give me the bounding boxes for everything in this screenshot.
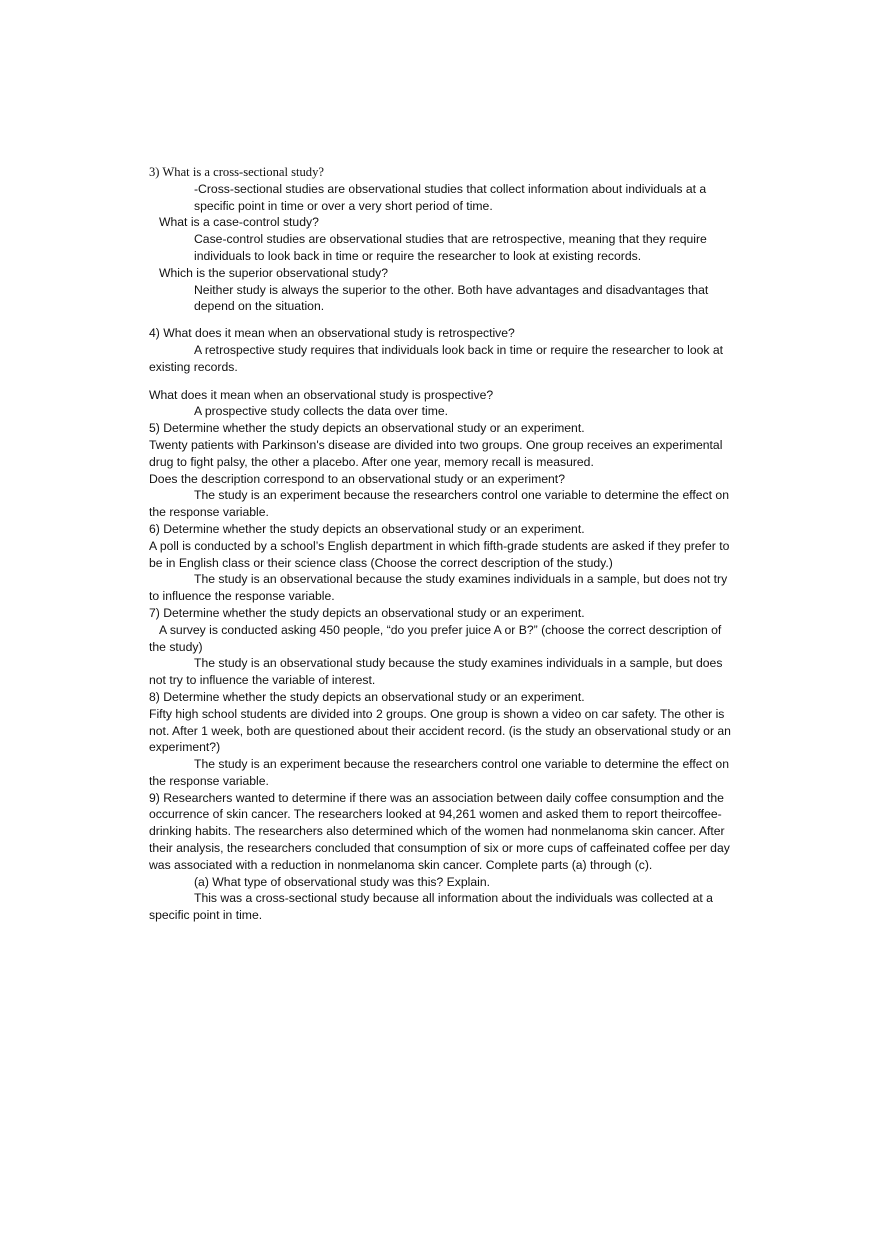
q6-question: 6) Determine whether the study depicts an observational study or an experiment. <box>149 521 585 536</box>
q3-sub1-answer: Case-control studies are observational studies that are retrospective, meaning that they require individuals to look back in time or require the researcher to look at existing records. <box>194 232 707 263</box>
q4-question: 4) What does it mean when an observational study is retrospective? <box>149 326 515 341</box>
q9-question: 9) Researchers wanted to determine if there was an association between daily coffee consumption and the occurrence of skin cancer. The researchers looked at 94,261 women and asked them to report theircoffee-drinking habits. The researchers also determined which of the women had nonmelanoma skin cancer. After their analysis, the researchers concluded that consumption of six or more cups of caffeinated coffee per day was associated with a reduction in nonmelanoma skin cancer. Complete parts (a) through (c). <box>149 790 730 872</box>
q5-answer: The study is an experiment because the researchers control one variable to determine the effect on the response variable. <box>149 488 729 520</box>
q5-prompt: Does the description correspond to an observational study or an experiment? <box>149 471 565 486</box>
q3-sub1-question: What is a case-control study? <box>159 215 319 230</box>
document-body <box>149 164 739 924</box>
q9-part-a: (a) What type of observational study was this? Explain. <box>194 874 491 889</box>
q7-description: A survey is conducted asking 450 people, “do you prefer juice A or B?” (choose the correct description of the study) <box>149 622 722 654</box>
q4-sub-question: What does it mean when an observational study is prospective? <box>149 387 494 402</box>
q5-description: Twenty patients with Parkinson's disease are divided into two groups. One group receives an experimental drug to fight palsy, the other a placebo. After one year, memory recall is measured. <box>149 437 723 469</box>
q4-answer: A retrospective study requires that individuals look back in time or require the researcher to look at existing records. <box>149 342 724 374</box>
q3-sub2-answer: Neither study is always the superior to the other. Both have advantages and disadvantages that depend on the situation. <box>194 282 709 314</box>
q6-description: A poll is conducted by a school’s English department in which fifth-grade students are asked if they prefer to be in English class or their science class (Choose the correct description of the study.) <box>149 538 730 570</box>
q8-question: 8) Determine whether the study depicts an observational study or an experiment. <box>149 689 585 704</box>
q4-sub-answer: A prospective study collects the data over time. <box>194 404 449 419</box>
q7-answer: The study is an observational study because the study examines individuals in a sample, but does not try to influence the variable of interest. <box>149 656 723 688</box>
q8-description: Fifty high school students are divided into 2 groups. One group is shown a video on car safety. The other is not. After 1 week, both are questioned about their accident record. (is the study an observational study or an experiment?) <box>149 706 731 755</box>
q3-question: 3) What is a cross-sectional study? <box>149 165 324 179</box>
q5-question: 5) Determine whether the study depicts an observational study or an experiment. <box>149 421 585 436</box>
q9-answer: This was a cross-sectional study because all information about the individuals was collected at a specific point in time. <box>149 891 713 923</box>
q7-question: 7) Determine whether the study depicts an observational study or an experiment. <box>149 605 585 620</box>
q3-sub2-question: Which is the superior observational study? <box>159 265 388 280</box>
q8-answer: The study is an experiment because the researchers control one variable to determine the effect on the response variable. <box>149 757 729 788</box>
q6-answer: The study is an observational because the study examines individuals in a sample, but does not try to influence the response variable. <box>149 572 728 604</box>
q3-answer: -Cross-sectional studies are observational studies that collect information about individuals at a specific point in time or over a very short period of time. <box>194 181 707 213</box>
